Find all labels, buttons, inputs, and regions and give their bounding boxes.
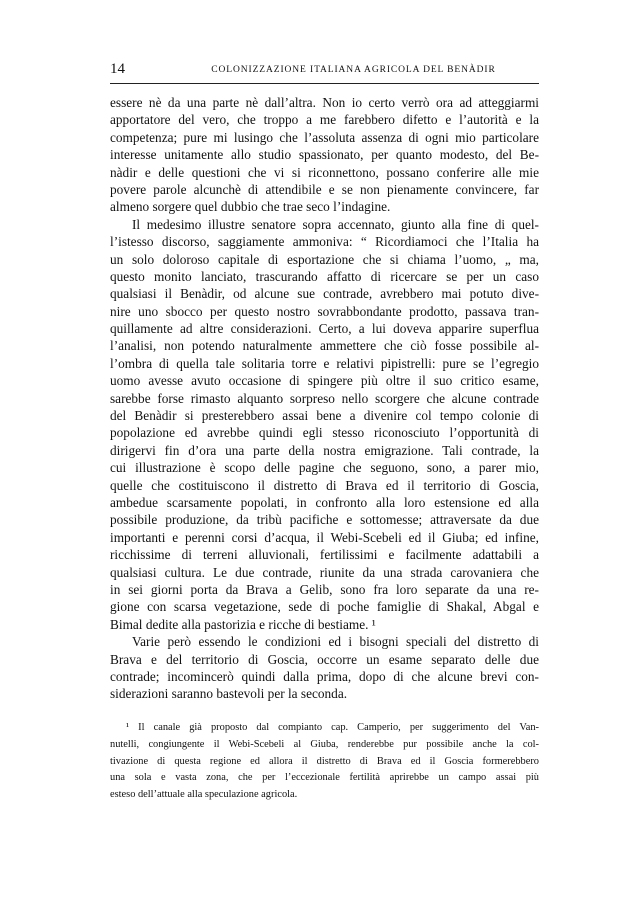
body-line: interesse unitamente allo studio spassionato, per quanto modesto, del Be- [110, 147, 539, 163]
body-line: possibile produzione, da tribù pacifiche e sottomesse; attraversate da due [110, 512, 539, 528]
body-line: questo monito lanciato, trascurando affatto di ricercare se per un caso [110, 268, 539, 284]
running-title: COLONIZZAZIONE ITALIANA AGRICOLA DEL BENÀDIR [211, 65, 496, 75]
body-line: siderazioni saranno bastevoli per la seconda. [110, 686, 348, 702]
body-line: essere nè da una parte nè dall’altra. Non io certo verrò ora ad atteggiarmi [110, 95, 539, 110]
body-line: importanti e perenni corsi d’acqua, il Webi-Scebeli ed il Giuba; ed infine, [110, 529, 539, 545]
body-line: Il medesimo illustre senatore sopra accennato, giunto alla fine di quel- [132, 216, 539, 232]
body-line: in sei giorni porta da Brava a Gelib, sono fra loro separate da una re- [110, 581, 539, 597]
body-text [110, 94, 539, 703]
body-line: un solo doloroso capitale di esportazione che si chiama l’uomo, „ ma, [110, 251, 539, 267]
body-line: l’analisi, non potendo naturalmente ammettere che ciò fosse possibile al- [110, 338, 539, 354]
body-line: almeno sorgere quel dubbio che trae seco l’indagine. [110, 199, 391, 215]
body-line: quelle che costituiscono il distretto di Brava ed il territorio di Goscia, [110, 477, 539, 493]
body-line: povere parole alcunchè di attendibile e se non pienamente convincere, far [110, 181, 539, 197]
body-line: qualsiasi cultura. Le due contrade, riunite da una strada carovaniera che [110, 564, 539, 580]
body-line: Bimal dedite alla pastorizia e ricche di bestiame. ¹ [110, 616, 376, 632]
running-header [110, 59, 539, 84]
page-number: 14 [110, 61, 125, 77]
body-line: Varie però essendo le condizioni ed i bisogni speciali del distretto di [132, 634, 539, 650]
body-line: quillamente ad altre considerazioni. Certo, a lui doveva apparire superflua [110, 321, 539, 337]
footnote-line: una sola e vasta zona, che per l’eccezionale fertilità aprirebbe un campo assai più [110, 772, 539, 784]
body-line: ambedue scarsamente popolati, in confronto alla loro estensione ed alla [110, 494, 539, 510]
body-line: qualsiasi il Benàdir, od alcune sue contrade, avrebbero mai potuto dive- [110, 286, 539, 302]
body-line: cui illustrazione è scopo delle pagine che seguono, sono, a parer mio, [110, 460, 539, 476]
body-line: del Benàdir si presterebbero assai bene a divenire col tempo colonie di [110, 408, 539, 424]
body-line: gione con scarsa vegetazione, sede di poche famiglie di Shakal, Abgal e [110, 599, 539, 615]
body-line: popolazione ed avrebbe quindi egli stesso riconosciuto l’opportunità di [110, 425, 539, 441]
body-line: nire uno sbocco per questo nostro sovrabbondante prodotto, passava tran- [110, 303, 539, 319]
footnote-line: nutelli, congiungente il Webi-Scebeli al Giuba, renderebbe pur possibile anche la col- [110, 738, 539, 750]
footnote-line: ¹ Il canale già proposto dal compianto cap. Camperio, per suggerimento del Van- [126, 722, 539, 733]
body-line: contrade; incomincerò quindi dalla prima, dopo di che alcune brevi con- [110, 668, 539, 684]
body-line: uomo avesse avuto occasione di spingere più oltre il suo critico esame, [110, 373, 539, 389]
body-line: dirigervi fin d’ora una parte della nostra emigrazione. Tali contrade, la [110, 442, 539, 458]
body-line: competenza; pure mi lusingo che l’assoluta assenza di ogni mio particolare [110, 129, 539, 145]
body-line: sarebbe forse rimasto alquanto sorpreso nello scorgere che alcune contrade [110, 390, 539, 406]
body-line: apportatore del vero, che troppo a me farebbero difetto e l’autorità e la [110, 112, 539, 128]
body-line: ricchissime di terreni alluvionali, fertilissimi e facilmente adattabili a [110, 547, 539, 563]
footnote [110, 720, 539, 804]
body-line: l’istesso discorso, saggiamente ammoniva: “ Ricordiamoci che l’Italia ha [110, 234, 539, 250]
footnote-line: tivazione di questa regione ed allora il distretto di Brava ed il Goscia formerebbero [110, 755, 539, 767]
body-line: Brava e del territorio di Goscia, occorre un esame separato delle due [110, 651, 539, 667]
body-line: l’ombra di quella tale solitaria torre e relativi pipistrelli: pure se l’egregio [110, 355, 539, 371]
body-line: nàdir e delle questioni che vi si riconnettono, possano conferire alle mie [110, 164, 539, 180]
footnote-line: esteso dell’attuale alla speculazione agricola. [110, 789, 298, 801]
